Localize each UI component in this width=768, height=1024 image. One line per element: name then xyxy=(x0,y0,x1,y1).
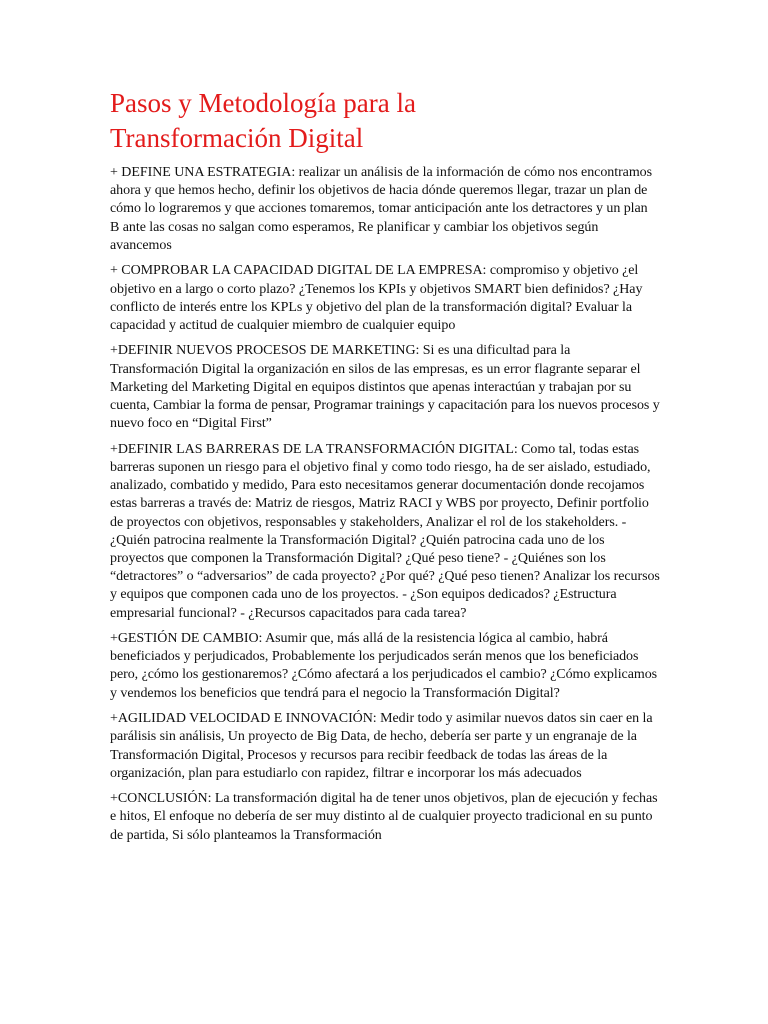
paragraph-barreras: +DEFINIR LAS BARRERAS DE LA TRANSFORMACIÓN DIGITAL: Como tal, todas estas barreras suponen un riesgo para el objetivo final y como todo riesgo, ha de ser aislado, estudiado, analizado, combatido y medido, Para esto necesitamos generar documentación donde recojamos estas barreras a través de: Matriz de riesgos, Matriz RACI y WBS por proyecto, Definir portfolio de proyectos con objetivos, responsables y stakeholders, Analizar el rol de los stakeholders. - ¿Quién patrocina realmente la Transformación Digital? ¿Quién patrocina cada uno de los proyectos que componen la Transformación Digital? ¿Qué peso tiene? - ¿Quiénes son los “detractores” o “adversarios” de cada proyecto? ¿Por qué? ¿Qué peso tienen? Analizar los recursos y equipos que componen cada uno de los proyectos. - ¿Son equipos dedicados? ¿Estructura empresarial funcional? - ¿Recursos capacitados para cada tarea? xyxy=(110,441,660,621)
paragraph-agilidad: +AGILIDAD VELOCIDAD E INNOVACIÓN: Medir todo y asimilar nuevos datos sin caer en la parálisis sin análisis, Un proyecto de Big Data, de hecho, debería ser parte y un engranaje de la Transformación Digital, Procesos y recursos para recibir feedback de todas las áreas de la organización, plan para estudiarlo con rapidez, filtrar e incorporar los más adecuados xyxy=(110,711,653,781)
title-line-2: Transformación Digital xyxy=(110,123,364,153)
title-line-1: Pasos y Metodología para la xyxy=(110,88,416,118)
paragraph-gestion-cambio: +GESTIÓN DE CAMBIO: Asumir que, más allá de la resistencia lógica al cambio, habrá beneficiados y perjudicados, Probablemente los perjudicados serán menos que los beneficiados pero, ¿cómo los gestionaremos? ¿Cómo afectará a los perjudicados el cambio? ¿Cómo explicamos y vendemos los beneficios que tendrá para el negocio la Transformación Digital? xyxy=(110,631,658,701)
paragraph-conclusion: +CONCLUSIÓN: La transformación digital ha de tener unos objetivos, plan de ejecución y fechas e hitos, El enfoque no debería de ser muy distinto al de cualquier proyecto tradicional en su punto de partida, Si sólo planteamos la Transformación xyxy=(110,791,658,843)
paragraph-procesos-marketing: +DEFINIR NUEVOS PROCESOS DE MARKETING: Si es una dificultad para la Transformación Digital la organización en silos de las empresas, es un error flagrante separar el Marketing del Marketing Digital en equipos distintos que apenas interactúan y trabajan por su cuenta, Cambiar la forma de pensar, Programar trainings y capacitación para los nuevos procesos y nuevo foco en “Digital First” xyxy=(110,343,660,432)
paragraph-estrategia: + DEFINE UNA ESTRATEGIA: realizar un análisis de la información de cómo nos encontramos ahora y que hemos hecho, definir los objetivos de hacia dónde queremos llegar, trazar un plan de cómo lo lograremos y que acciones tomaremos, tomar anticipación ante los detractores y un plan B ante las cosas no salgan como esperamos, Re planificar y cambiar los objetivos según avancemos xyxy=(110,165,653,253)
paragraph-capacidad-digital: + COMPROBAR LA CAPACIDAD DIGITAL DE LA EMPRESA: compromiso y objetivo ¿el objetivo en a largo o corto plazo? ¿Tenemos los KPIs y objetivos SMART bien definidos? ¿Hay conflicto de interés entre los KPLs y objetivo del plan de la transformación digital? Evaluar la capacidad y actitud de cualquier miembro de cualquier equipo xyxy=(110,263,643,333)
document-title xyxy=(110,86,660,156)
document-page xyxy=(110,86,660,852)
